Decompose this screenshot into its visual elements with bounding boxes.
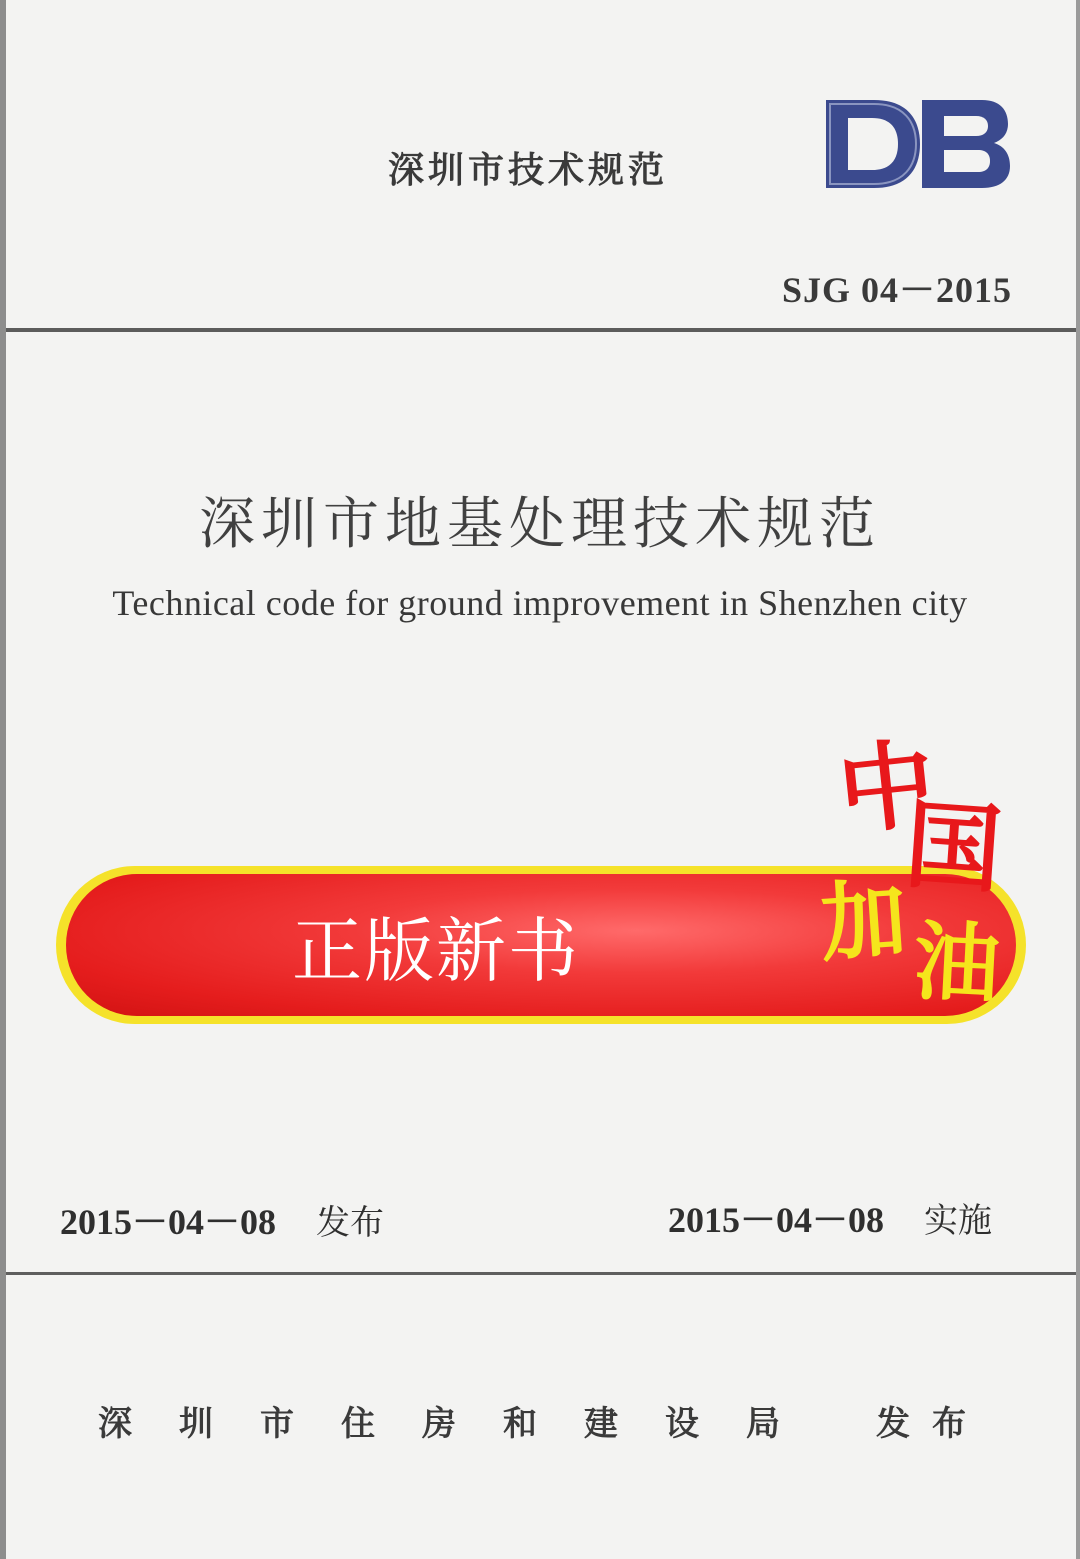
publisher-name: 深圳市住房和建设局 — [98, 1404, 827, 1444]
title-english: Technical code for ground improvement in Shenzhen city — [112, 583, 968, 623]
series-label: 深圳市技术规范 — [388, 150, 669, 191]
title-chinese: 深圳市地基处理技术规范 — [199, 492, 881, 557]
stamp-char-guo: 国 — [901, 787, 1006, 908]
effective-date-line — [668, 1192, 992, 1243]
page-right-edge — [1076, 0, 1080, 1559]
banner-text: 正版新书 — [292, 910, 580, 992]
page-left-edge — [0, 0, 6, 1559]
stamp-char-zhong: 中 — [833, 726, 941, 849]
publisher-verb: 发布 — [876, 1404, 988, 1444]
effective-date: 2015－04－08 — [668, 1200, 885, 1240]
effective-label: 实施 — [924, 1201, 993, 1241]
stamp-char-you: 油 — [911, 910, 1003, 1017]
issued-date-line — [60, 1194, 384, 1245]
standard-number: SJG 04－2015 — [782, 270, 1013, 310]
top-divider — [6, 328, 1076, 332]
db-logo — [822, 96, 1012, 192]
issued-label: 发布 — [316, 1203, 385, 1243]
bottom-divider — [6, 1272, 1076, 1275]
stamp-char-jia: 加 — [817, 868, 910, 975]
issued-date: 2015－04－08 — [60, 1202, 277, 1242]
